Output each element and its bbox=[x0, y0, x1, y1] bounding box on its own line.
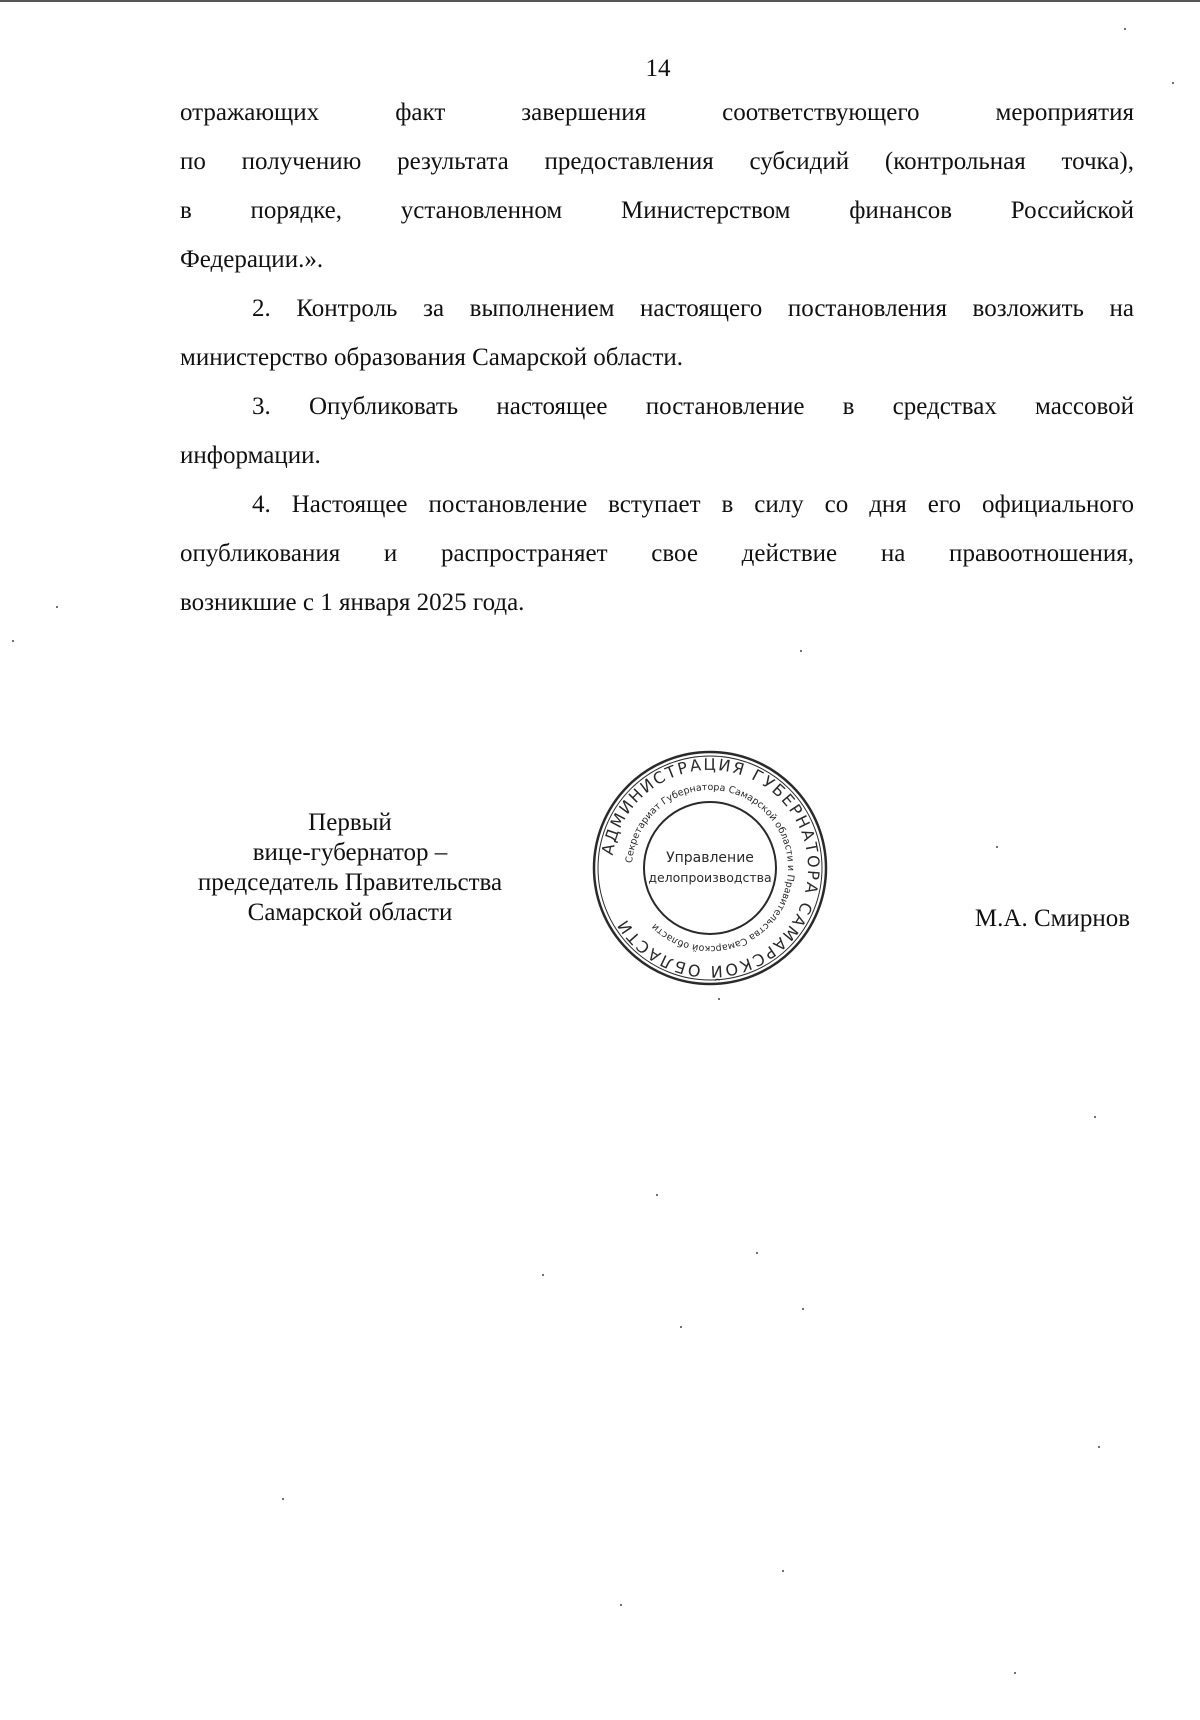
scan-speck bbox=[756, 1252, 758, 1254]
paragraph-4-line: 4. Настоящее постановление вступает в силу со дня его официального bbox=[252, 491, 1134, 518]
scan-speck bbox=[802, 1308, 804, 1310]
stamp-inner-ring bbox=[644, 802, 776, 934]
scan-speck bbox=[282, 1498, 284, 1500]
scan-speck bbox=[620, 1604, 622, 1606]
scan-speck bbox=[1124, 28, 1126, 30]
scan-speck bbox=[1098, 1446, 1100, 1448]
body-line: в порядке, установленном Министерством финансов Российской bbox=[180, 197, 1134, 224]
stamp-inner-text: Секретариат Губернатора Самарской области и Правительства Самарской области bbox=[624, 781, 797, 955]
scan-speck bbox=[56, 606, 58, 608]
signer-name: М.А. Смирнов bbox=[974, 905, 1130, 932]
paragraph-4-line: опубликования и распространяет свое действие на правоотношения, bbox=[180, 540, 1134, 567]
paragraph-4-line: возникшие с 1 января 2025 года. bbox=[180, 589, 525, 616]
scan-speck bbox=[1014, 1672, 1016, 1674]
page-number: 14 bbox=[645, 55, 671, 82]
body-line: отражающих факт завершения соответствующего мероприятия bbox=[180, 99, 1134, 126]
scan-speck bbox=[1094, 1116, 1096, 1118]
scan-speck bbox=[542, 1274, 544, 1276]
scan-speck bbox=[718, 998, 720, 1000]
signatory-position bbox=[160, 808, 540, 928]
official-seal-stamp bbox=[590, 748, 830, 988]
top-edge-rule bbox=[0, 0, 1200, 2]
scan-speck bbox=[680, 1326, 682, 1328]
document-body bbox=[180, 88, 1134, 627]
scan-speck bbox=[782, 1570, 784, 1572]
paragraph-3-line: 3. Опубликовать настоящее постановление в средствах массовой bbox=[252, 393, 1134, 420]
paragraph-3-line: информации. bbox=[180, 442, 321, 469]
scan-speck bbox=[12, 640, 14, 642]
position-line: председатель Правительства bbox=[197, 869, 503, 896]
scan-speck bbox=[996, 846, 998, 848]
scan-speck bbox=[656, 1194, 658, 1196]
position-line: Первый bbox=[308, 809, 392, 836]
stamp-center-line-2: делопроизводства bbox=[648, 870, 772, 885]
paragraph-2-line: 2. Контроль за выполнением настоящего постановления возложить на bbox=[252, 295, 1134, 322]
scan-speck bbox=[1172, 82, 1174, 84]
body-line: Федерации.». bbox=[180, 246, 324, 273]
position-line: вице-губернатор – bbox=[252, 839, 448, 866]
position-line: Самарской области bbox=[247, 899, 453, 926]
body-line: по получению результата предоставления субсидий (контрольная точка), bbox=[180, 148, 1134, 175]
scan-speck bbox=[800, 650, 802, 652]
stamp-center-line-1: Управление bbox=[666, 850, 754, 866]
paragraph-2-line: министерство образования Самарской области. bbox=[180, 344, 684, 371]
stamp-outer-text: АДМИНИСТРАЦИЯ ГУБЕРНАТОРА САМАРСКОЙ ОБЛАСТИ bbox=[597, 754, 824, 982]
